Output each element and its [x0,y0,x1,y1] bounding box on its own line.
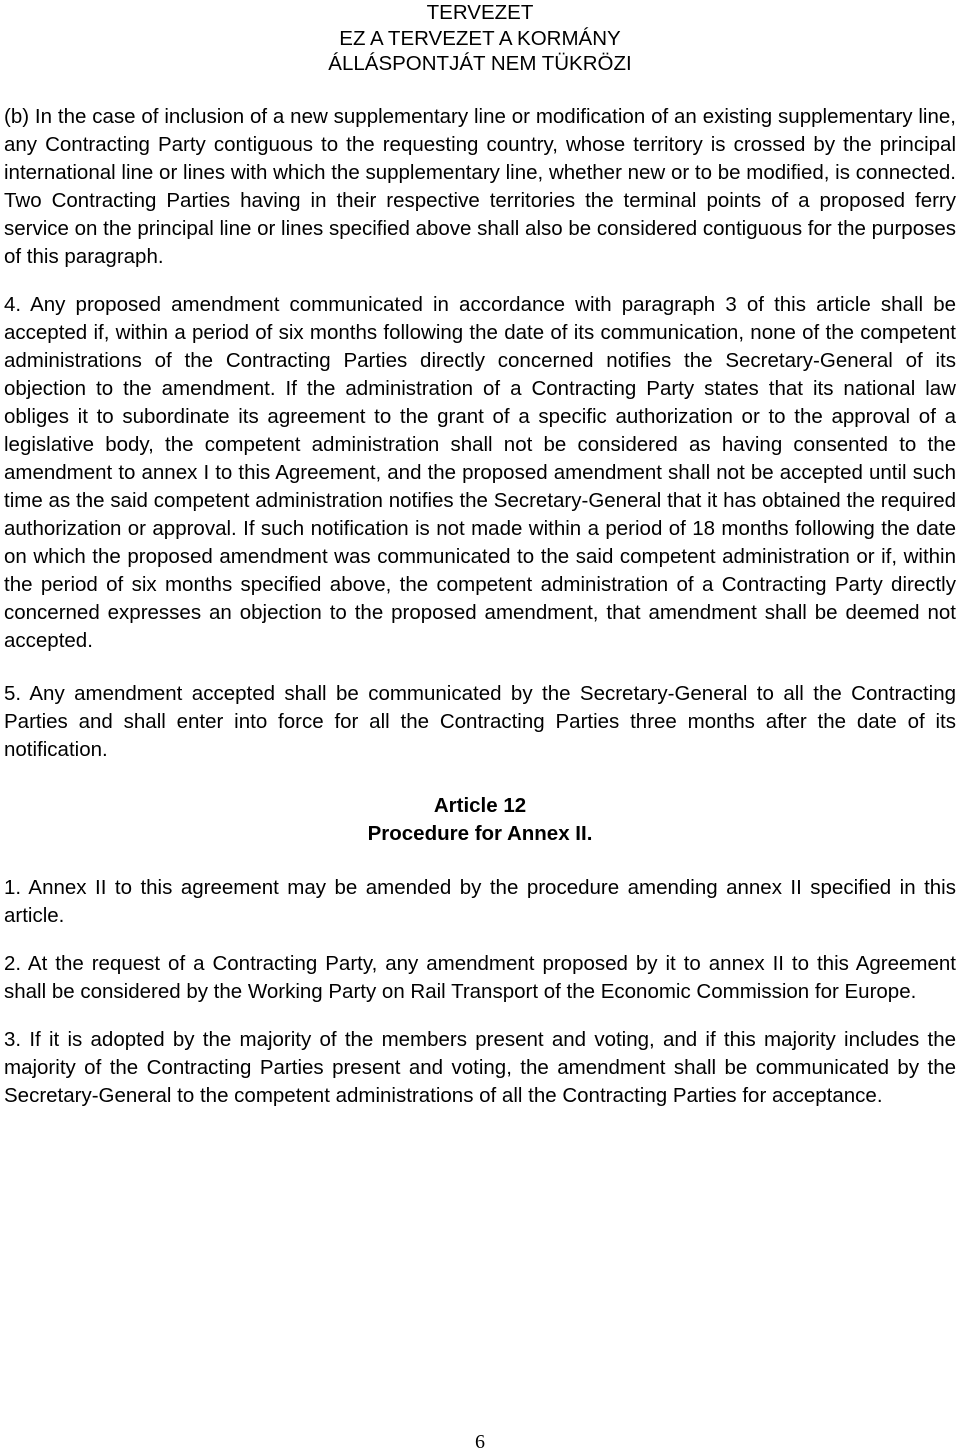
document-body [4,103,956,1110]
article-paragraph-1: 1. Annex II to this agreement may be amended by the procedure amending annex II specified in this article. [4,876,956,927]
header-line-government: EZ A TERVEZET A KORMÁNY [339,26,621,50]
article-paragraph-2: 2. At the request of a Contracting Party, any amendment proposed by it to annex II to this Agreement shall be considered by the Working Party on Rail Transport of the Economic Commission for Europe. [4,952,956,1003]
article-paragraph-3: 3. If it is adopted by the majority of the members present and voting, and if this majority includes the majority of the Contracting Parties present and voting, the amendment shall be communicated by the Secretary-General to the competent administrations of all the Contracting Parties for acceptance. [4,1028,956,1107]
article-title: Procedure for Annex II. [367,822,593,845]
paragraph-5: 5. Any amendment accepted shall be communicated by the Secretary-General to all the Contracting Parties and shall enter into force for all the Contracting Parties three months after the date of its notification. [4,682,956,761]
article-heading [4,792,956,848]
header-line-position: ÁLLÁSPONTJÁT NEM TÜKRÖZI [328,52,632,75]
paragraph-4: 4. Any proposed amendment communicated in accordance with paragraph 3 of this article shall be accepted if, within a period of six months following the date of its communication, none of the competent administrations of the Contracting Parties directly concerned notifies the Secretary-General of its objection to the amendment. If the administration of a Contracting Party states that its national law obliges it to subordinate its agreement to the grant of a specific authorization or to the approval of a legislative body, the competent administration shall not be considered as having consented to the amendment to annex I to this Agreement, and the proposed amendment shall not be accepted until such time as the said competent administration notifies the Secretary-General that it has obtained the required authorization or approval. If such notification is not made within a period of 18 months following the date on which the proposed amendment was communicated to the said competent administration or if, within the period of six months specified above, the competent administration of a Contracting Party directly concerned expresses an objection to the proposed amendment, that amendment shall be deemed not accepted. [4,293,956,652]
paragraph-b: (b) In the case of inclusion of a new supplementary line or modification of an existing supplementary line, any Contracting Party contiguous to the requesting country, whose territory is crossed by the principal international line or lines with which the supplementary line, whether new or to be modified, is connected. Two Contracting Parties having in their respective territories the terminal points of a proposed ferry service on the principal line or lines specified above shall also be considered contiguous for the purposes of this paragraph. [4,105,956,268]
page-number: 6 [475,1431,485,1453]
header-line-draft: TERVEZET [426,1,534,24]
draft-header [0,0,960,77]
article-number: Article 12 [433,794,527,817]
